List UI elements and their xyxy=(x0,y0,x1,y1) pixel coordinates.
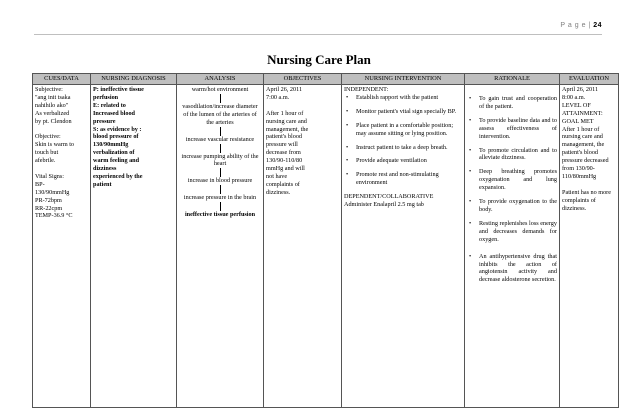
bullet-icon: • xyxy=(346,143,349,151)
document-title: Nursing Care Plan xyxy=(267,52,371,67)
evaluation-line: ATTAINMENT: xyxy=(562,109,603,117)
rationale-text: To provide oxygenation to the body. xyxy=(479,198,557,213)
header-rule xyxy=(34,34,602,35)
evaluation-line: 110/80mmHg xyxy=(562,172,597,180)
cues-line: 130/90mmHg xyxy=(35,188,70,196)
intervention-text: Instruct patient to take a deep breath. xyxy=(356,143,448,151)
diagnosis-line: P: ineffective tissue xyxy=(93,86,144,93)
evaluation-line: April 26, 2011 xyxy=(562,86,599,93)
bullet-icon: • xyxy=(346,107,349,115)
page-number: P a g e | 24 xyxy=(560,22,602,29)
care-plan-table xyxy=(32,73,619,408)
objectives-line: complaints of xyxy=(266,180,300,188)
cues-cell xyxy=(33,85,91,408)
objectives-line: mmHg and will xyxy=(266,165,305,173)
table-header-row xyxy=(33,74,619,85)
intervention-list xyxy=(344,94,462,187)
diagnosis-line: E: related to xyxy=(93,101,126,109)
cues-line xyxy=(35,126,88,134)
flow-arrow xyxy=(220,185,221,194)
analysis-step: increase vascular resistance xyxy=(185,135,255,143)
objectives-line: not have xyxy=(266,172,288,180)
objectives-line: pressure will xyxy=(266,141,298,149)
objectives-line: management, the xyxy=(266,125,309,133)
objectives-line: patient's blood xyxy=(266,133,303,141)
bullet-icon: • xyxy=(346,157,349,165)
header-evaluation: EVALUATION xyxy=(560,74,619,85)
rationale-cell xyxy=(465,85,560,408)
evaluation-line: 8:00 a.m. xyxy=(562,93,586,101)
header-analysis: ANALYSIS xyxy=(177,74,264,85)
rationale-text: Resting replenishes loss energy and decreases demands for oxygen. xyxy=(479,219,557,243)
objectives-line: April 26, 2011 xyxy=(266,86,303,93)
cues-line: "ang init tsaka xyxy=(35,93,71,101)
flow-arrow xyxy=(220,127,221,136)
intervention-text: Place patient in a comfortable position; may assume sitting or lying position. xyxy=(356,121,454,137)
rationale-item xyxy=(467,147,557,163)
analysis-cell xyxy=(177,85,264,408)
cues-line: BP- xyxy=(35,180,45,188)
independent-label: INDEPENDENT: xyxy=(344,86,389,93)
rationale-text: Deep breathing promotes oxygenation and lung expansion. xyxy=(479,168,557,192)
diagnosis-cell xyxy=(91,85,177,408)
bullet-icon: • xyxy=(469,252,472,260)
analysis-step: warm/hot environment xyxy=(191,86,249,93)
intervention-text: Promote rest and non-stimulating environment xyxy=(356,171,439,187)
intervention-text: Provide adequate ventilation xyxy=(356,157,427,165)
rationale-item xyxy=(467,198,557,214)
cues-line xyxy=(35,165,88,173)
objectives-line: 130/90-110/80 xyxy=(266,157,303,165)
rationale-text: An antihypertensive drug that inhibits the action of angiotensin activity and decrease aldosterone secretion. xyxy=(479,252,557,284)
intervention-item xyxy=(344,157,462,165)
diagnosis-line: 130/90mmHg xyxy=(93,141,129,149)
evaluation-line: patient's blood xyxy=(562,149,599,157)
intervention-item xyxy=(344,108,462,116)
cues-line: Vital Signs: xyxy=(35,172,65,180)
intervention-item xyxy=(344,144,462,152)
bullet-icon: • xyxy=(346,171,349,179)
evaluation-line: complaints of xyxy=(562,196,596,204)
rationale-text: To promote circulation and to alleviate dizziness. xyxy=(479,146,557,162)
flow-arrow xyxy=(220,94,221,103)
dependent-text: Administer Enalapril 2.5 mg tab xyxy=(344,201,424,209)
diagnosis-line: Increased blood xyxy=(93,109,136,117)
cues-line: TEMP-36.9 °C xyxy=(35,212,73,220)
bullet-icon: • xyxy=(469,95,472,102)
objectives-line: decrease from xyxy=(266,149,301,157)
rationale-text: To provide baseline data and to assess effectiveness of intervention. xyxy=(479,116,557,140)
intervention-item xyxy=(344,94,462,102)
evaluation-cell xyxy=(560,85,619,408)
rationale-list xyxy=(467,95,557,284)
cues-line: RR-22cpm xyxy=(35,204,63,212)
bullet-icon: • xyxy=(469,168,472,176)
analysis-step: ineffective tissue perfusion xyxy=(184,211,256,219)
evaluation-line: GOAL MET xyxy=(562,117,594,125)
flow-arrow xyxy=(220,144,221,153)
objectives-line: After 1 hour of xyxy=(266,109,304,117)
objectives-line: 7:00 a.m. xyxy=(266,93,290,101)
objectives-cell xyxy=(264,85,342,408)
bullet-icon: • xyxy=(346,121,349,129)
rationale-item xyxy=(467,95,557,111)
analysis-step: increase pumping ability of the heart xyxy=(181,152,259,168)
analysis-step: increase pressure in the brain xyxy=(183,194,257,202)
rationale-item xyxy=(467,117,557,141)
intervention-item xyxy=(344,122,462,138)
evaluation-line: LEVEL OF xyxy=(562,101,591,109)
bullet-icon: • xyxy=(469,116,472,124)
evaluation-line xyxy=(562,181,616,189)
header-cues: CUES/DATA xyxy=(33,74,91,85)
cues-line: afebrile. xyxy=(35,157,56,165)
cues-line: touch but xyxy=(35,149,59,157)
intervention-item xyxy=(344,171,462,187)
cues-line: Subjective: xyxy=(35,86,63,93)
rationale-item xyxy=(467,220,557,244)
diagnosis-line: warm feeling and xyxy=(93,157,140,165)
evaluation-line: management, the xyxy=(562,141,605,149)
flow-arrow xyxy=(220,202,221,211)
bullet-icon: • xyxy=(469,219,472,227)
diagnosis-line: S: as evidence by : xyxy=(93,125,142,133)
rationale-text: To gain trust and cooperation of the patient. xyxy=(479,95,557,110)
dependent-label: DEPENDENT/COLLABORATIVE xyxy=(344,193,434,201)
evaluation-line: pressure decreased xyxy=(562,157,609,165)
header-objectives: OBJECTIVES xyxy=(264,74,342,85)
page-number-value: 24 xyxy=(593,22,602,29)
objectives-line: dizziness. xyxy=(266,188,291,196)
header-rationale: RATIONALE xyxy=(465,74,560,85)
cues-line: As verbalized xyxy=(35,109,70,117)
evaluation-line: from 130/90- xyxy=(562,165,595,173)
cues-line: PR-72bpm xyxy=(35,196,62,204)
diagnosis-line: blood pressure of xyxy=(93,133,139,141)
cues-line: by pt. Clendon xyxy=(35,117,72,125)
cues-line: Objective: xyxy=(35,133,61,141)
diagnosis-line: pressure xyxy=(93,117,116,125)
rationale-item xyxy=(467,253,557,285)
rationale-item xyxy=(467,168,557,192)
objectives-line: nursing care and xyxy=(266,117,307,125)
diagnosis-line: perfusion xyxy=(93,93,119,101)
header-intervention: NURSING INTERVENTION xyxy=(342,74,465,85)
diagnosis-line: verbalization of xyxy=(93,149,135,157)
evaluation-line: After 1 hour of xyxy=(562,125,600,133)
diagnosis-line: dizziness xyxy=(93,165,117,173)
analysis-step: vasodilation/increase diameter of the lumen of the arteries of the arteries xyxy=(182,102,258,126)
evaluation-line: Patient has no more xyxy=(562,188,611,196)
evaluation-line: nursing care and xyxy=(562,133,603,141)
diagnosis-line: patient xyxy=(93,180,112,188)
objectives-line xyxy=(266,102,339,110)
intervention-text: Establish rapport with the patient xyxy=(356,93,439,101)
flow-arrow xyxy=(220,168,221,177)
analysis-step: increase in blood pressure xyxy=(187,177,253,185)
cues-line: nahihilo ako" xyxy=(35,101,69,109)
header-diagnosis: NURSING DIAGNOSIS xyxy=(91,74,177,85)
diagnosis-line: experienced by the xyxy=(93,172,143,180)
cues-line: Skin is warm to xyxy=(35,141,75,149)
table-row xyxy=(33,85,619,408)
intervention-cell xyxy=(342,85,465,408)
evaluation-line: dizziness. xyxy=(562,204,587,212)
intervention-text: Monitor patient's vital sign specially BP. xyxy=(356,107,457,115)
bullet-icon: • xyxy=(469,198,472,206)
page-label: P a g e xyxy=(560,22,586,29)
bullet-icon: • xyxy=(346,93,349,101)
bullet-icon: • xyxy=(469,146,472,154)
